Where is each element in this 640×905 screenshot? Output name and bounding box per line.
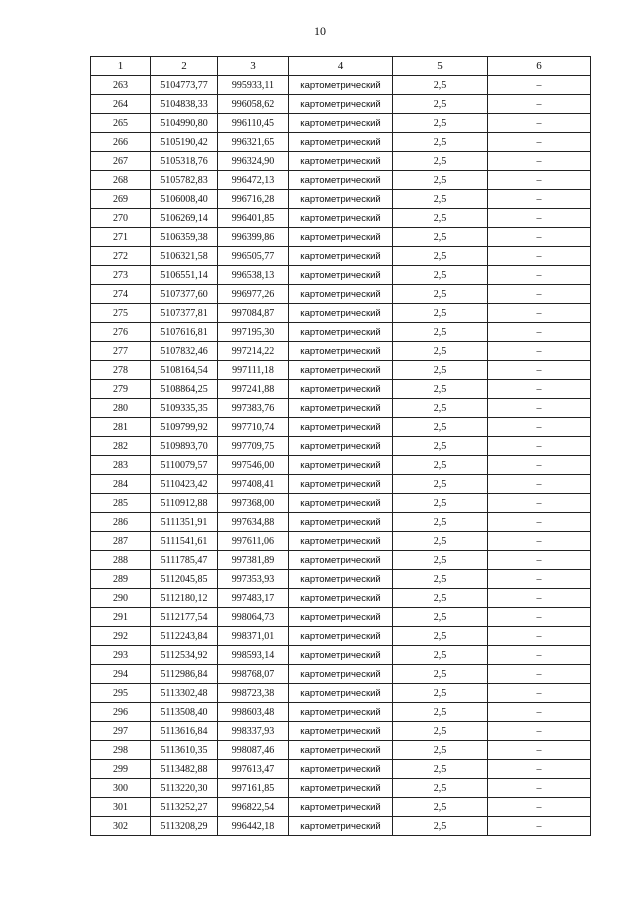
note-cell: – xyxy=(488,608,591,627)
y-coordinate-cell: 996399,86 xyxy=(218,228,289,247)
point-number-cell: 269 xyxy=(91,190,151,209)
point-number-cell: 297 xyxy=(91,722,151,741)
note-cell: – xyxy=(488,304,591,323)
x-coordinate-cell: 5110912,88 xyxy=(151,494,218,513)
accuracy-cell: 2,5 xyxy=(393,171,488,190)
y-coordinate-cell: 996977,26 xyxy=(218,285,289,304)
x-coordinate-cell: 5113610,35 xyxy=(151,741,218,760)
note-cell: – xyxy=(488,532,591,551)
method-cell: картометрический xyxy=(289,152,393,171)
y-coordinate-cell: 996716,28 xyxy=(218,190,289,209)
note-cell: – xyxy=(488,399,591,418)
column-header-6: 6 xyxy=(488,57,591,76)
accuracy-cell: 2,5 xyxy=(393,437,488,456)
point-number-cell: 298 xyxy=(91,741,151,760)
table-row xyxy=(91,114,591,133)
point-number-cell: 292 xyxy=(91,627,151,646)
x-coordinate-cell: 5112177,54 xyxy=(151,608,218,627)
accuracy-cell: 2,5 xyxy=(393,323,488,342)
table-row xyxy=(91,285,591,304)
x-coordinate-cell: 5107377,60 xyxy=(151,285,218,304)
method-cell: картометрический xyxy=(289,380,393,399)
y-coordinate-cell: 996058,62 xyxy=(218,95,289,114)
x-coordinate-cell: 5109799,92 xyxy=(151,418,218,437)
method-cell: картометрический xyxy=(289,627,393,646)
point-number-cell: 279 xyxy=(91,380,151,399)
point-number-cell: 300 xyxy=(91,779,151,798)
y-coordinate-cell: 998603,48 xyxy=(218,703,289,722)
table-row xyxy=(91,608,591,627)
y-coordinate-cell: 996472,13 xyxy=(218,171,289,190)
column-header-4: 4 xyxy=(289,57,393,76)
note-cell: – xyxy=(488,703,591,722)
method-cell: картометрический xyxy=(289,684,393,703)
point-number-cell: 283 xyxy=(91,456,151,475)
note-cell: – xyxy=(488,494,591,513)
x-coordinate-cell: 5111351,91 xyxy=(151,513,218,532)
method-cell: картометрический xyxy=(289,399,393,418)
note-cell: – xyxy=(488,266,591,285)
note-cell: – xyxy=(488,285,591,304)
y-coordinate-cell: 996442,18 xyxy=(218,817,289,836)
accuracy-cell: 2,5 xyxy=(393,475,488,494)
method-cell: картометрический xyxy=(289,418,393,437)
table-row xyxy=(91,684,591,703)
note-cell: – xyxy=(488,76,591,95)
method-cell: картометрический xyxy=(289,532,393,551)
x-coordinate-cell: 5105318,76 xyxy=(151,152,218,171)
accuracy-cell: 2,5 xyxy=(393,95,488,114)
x-coordinate-cell: 5111541,61 xyxy=(151,532,218,551)
table-row xyxy=(91,342,591,361)
point-number-cell: 266 xyxy=(91,133,151,152)
point-number-cell: 277 xyxy=(91,342,151,361)
method-cell: картометрический xyxy=(289,475,393,494)
y-coordinate-cell: 998337,93 xyxy=(218,722,289,741)
y-coordinate-cell: 996538,13 xyxy=(218,266,289,285)
x-coordinate-cell: 5113508,40 xyxy=(151,703,218,722)
point-number-cell: 288 xyxy=(91,551,151,570)
y-coordinate-cell: 998064,73 xyxy=(218,608,289,627)
x-coordinate-cell: 5110079,57 xyxy=(151,456,218,475)
header-row xyxy=(91,57,591,76)
x-coordinate-cell: 5107832,46 xyxy=(151,342,218,361)
table-row xyxy=(91,513,591,532)
table-row xyxy=(91,209,591,228)
note-cell: – xyxy=(488,380,591,399)
accuracy-cell: 2,5 xyxy=(393,266,488,285)
note-cell: – xyxy=(488,361,591,380)
method-cell: картометрический xyxy=(289,95,393,114)
accuracy-cell: 2,5 xyxy=(393,304,488,323)
accuracy-cell: 2,5 xyxy=(393,76,488,95)
point-number-cell: 291 xyxy=(91,608,151,627)
point-number-cell: 294 xyxy=(91,665,151,684)
point-number-cell: 285 xyxy=(91,494,151,513)
accuracy-cell: 2,5 xyxy=(393,779,488,798)
point-number-cell: 271 xyxy=(91,228,151,247)
note-cell: – xyxy=(488,228,591,247)
x-coordinate-cell: 5110423,42 xyxy=(151,475,218,494)
x-coordinate-cell: 5113252,27 xyxy=(151,798,218,817)
table-row xyxy=(91,323,591,342)
y-coordinate-cell: 996822,54 xyxy=(218,798,289,817)
note-cell: – xyxy=(488,190,591,209)
accuracy-cell: 2,5 xyxy=(393,589,488,608)
y-coordinate-cell: 997084,87 xyxy=(218,304,289,323)
y-coordinate-cell: 996401,85 xyxy=(218,209,289,228)
accuracy-cell: 2,5 xyxy=(393,133,488,152)
x-coordinate-cell: 5106008,40 xyxy=(151,190,218,209)
accuracy-cell: 2,5 xyxy=(393,114,488,133)
note-cell: – xyxy=(488,627,591,646)
table-row xyxy=(91,456,591,475)
accuracy-cell: 2,5 xyxy=(393,342,488,361)
table-row xyxy=(91,570,591,589)
method-cell: картометрический xyxy=(289,779,393,798)
method-cell: картометрический xyxy=(289,304,393,323)
x-coordinate-cell: 5108164,54 xyxy=(151,361,218,380)
method-cell: картометрический xyxy=(289,190,393,209)
accuracy-cell: 2,5 xyxy=(393,152,488,171)
point-number-cell: 293 xyxy=(91,646,151,665)
point-number-cell: 280 xyxy=(91,399,151,418)
note-cell: – xyxy=(488,95,591,114)
method-cell: картометрический xyxy=(289,76,393,95)
table-row xyxy=(91,779,591,798)
table-row xyxy=(91,475,591,494)
accuracy-cell: 2,5 xyxy=(393,627,488,646)
note-cell: – xyxy=(488,342,591,361)
column-header-3: 3 xyxy=(218,57,289,76)
accuracy-cell: 2,5 xyxy=(393,570,488,589)
x-coordinate-cell: 5107377,81 xyxy=(151,304,218,323)
accuracy-cell: 2,5 xyxy=(393,760,488,779)
note-cell: – xyxy=(488,570,591,589)
table-row xyxy=(91,703,591,722)
note-cell: – xyxy=(488,741,591,760)
table-body xyxy=(91,76,591,836)
y-coordinate-cell: 997613,47 xyxy=(218,760,289,779)
x-coordinate-cell: 5109893,70 xyxy=(151,437,218,456)
y-coordinate-cell: 997214,22 xyxy=(218,342,289,361)
note-cell: – xyxy=(488,456,591,475)
y-coordinate-cell: 996110,45 xyxy=(218,114,289,133)
table-row xyxy=(91,532,591,551)
y-coordinate-cell: 997483,17 xyxy=(218,589,289,608)
note-cell: – xyxy=(488,722,591,741)
table-row xyxy=(91,228,591,247)
point-number-cell: 270 xyxy=(91,209,151,228)
note-cell: – xyxy=(488,133,591,152)
note-cell: – xyxy=(488,437,591,456)
y-coordinate-cell: 997611,06 xyxy=(218,532,289,551)
accuracy-cell: 2,5 xyxy=(393,494,488,513)
table-row xyxy=(91,171,591,190)
note-cell: – xyxy=(488,798,591,817)
point-number-cell: 295 xyxy=(91,684,151,703)
accuracy-cell: 2,5 xyxy=(393,399,488,418)
note-cell: – xyxy=(488,760,591,779)
column-header-5: 5 xyxy=(393,57,488,76)
point-number-cell: 282 xyxy=(91,437,151,456)
point-number-cell: 275 xyxy=(91,304,151,323)
point-number-cell: 299 xyxy=(91,760,151,779)
table-header xyxy=(91,57,591,76)
y-coordinate-cell: 997353,93 xyxy=(218,570,289,589)
y-coordinate-cell: 996505,77 xyxy=(218,247,289,266)
point-number-cell: 301 xyxy=(91,798,151,817)
accuracy-cell: 2,5 xyxy=(393,380,488,399)
method-cell: картометрический xyxy=(289,760,393,779)
point-number-cell: 296 xyxy=(91,703,151,722)
accuracy-cell: 2,5 xyxy=(393,418,488,437)
method-cell: картометрический xyxy=(289,513,393,532)
point-number-cell: 267 xyxy=(91,152,151,171)
column-header-1: 1 xyxy=(91,57,151,76)
column-header-2: 2 xyxy=(151,57,218,76)
accuracy-cell: 2,5 xyxy=(393,722,488,741)
method-cell: картометрический xyxy=(289,551,393,570)
accuracy-cell: 2,5 xyxy=(393,285,488,304)
method-cell: картометрический xyxy=(289,342,393,361)
x-coordinate-cell: 5104990,80 xyxy=(151,114,218,133)
x-coordinate-cell: 5113302,48 xyxy=(151,684,218,703)
table-row xyxy=(91,266,591,285)
method-cell: картометрический xyxy=(289,361,393,380)
accuracy-cell: 2,5 xyxy=(393,456,488,475)
point-number-cell: 274 xyxy=(91,285,151,304)
table-row xyxy=(91,437,591,456)
y-coordinate-cell: 997546,00 xyxy=(218,456,289,475)
table-row xyxy=(91,722,591,741)
point-number-cell: 286 xyxy=(91,513,151,532)
point-number-cell: 290 xyxy=(91,589,151,608)
table-row xyxy=(91,380,591,399)
y-coordinate-cell: 995933,11 xyxy=(218,76,289,95)
accuracy-cell: 2,5 xyxy=(393,684,488,703)
point-number-cell: 302 xyxy=(91,817,151,836)
y-coordinate-cell: 998371,01 xyxy=(218,627,289,646)
method-cell: картометрический xyxy=(289,608,393,627)
x-coordinate-cell: 5112243,84 xyxy=(151,627,218,646)
accuracy-cell: 2,5 xyxy=(393,228,488,247)
x-coordinate-cell: 5112534,92 xyxy=(151,646,218,665)
method-cell: картометрический xyxy=(289,570,393,589)
table-row xyxy=(91,304,591,323)
method-cell: картометрический xyxy=(289,171,393,190)
table-row xyxy=(91,247,591,266)
method-cell: картометрический xyxy=(289,798,393,817)
table-row xyxy=(91,361,591,380)
x-coordinate-cell: 5112986,84 xyxy=(151,665,218,684)
method-cell: картометрический xyxy=(289,589,393,608)
method-cell: картометрический xyxy=(289,247,393,266)
table-row xyxy=(91,646,591,665)
note-cell: – xyxy=(488,247,591,266)
method-cell: картометрический xyxy=(289,703,393,722)
point-number-cell: 273 xyxy=(91,266,151,285)
accuracy-cell: 2,5 xyxy=(393,190,488,209)
table-row xyxy=(91,798,591,817)
note-cell: – xyxy=(488,323,591,342)
table-row xyxy=(91,551,591,570)
accuracy-cell: 2,5 xyxy=(393,361,488,380)
x-coordinate-cell: 5113208,29 xyxy=(151,817,218,836)
table-row xyxy=(91,95,591,114)
note-cell: – xyxy=(488,513,591,532)
x-coordinate-cell: 5113220,30 xyxy=(151,779,218,798)
accuracy-cell: 2,5 xyxy=(393,665,488,684)
y-coordinate-cell: 997195,30 xyxy=(218,323,289,342)
method-cell: картометрический xyxy=(289,494,393,513)
x-coordinate-cell: 5112180,12 xyxy=(151,589,218,608)
accuracy-cell: 2,5 xyxy=(393,513,488,532)
note-cell: – xyxy=(488,551,591,570)
point-number-cell: 281 xyxy=(91,418,151,437)
method-cell: картометрический xyxy=(289,722,393,741)
y-coordinate-cell: 997161,85 xyxy=(218,779,289,798)
y-coordinate-cell: 997709,75 xyxy=(218,437,289,456)
table-row xyxy=(91,665,591,684)
y-coordinate-cell: 998593,14 xyxy=(218,646,289,665)
table-row xyxy=(91,817,591,836)
y-coordinate-cell: 998087,46 xyxy=(218,741,289,760)
note-cell: – xyxy=(488,418,591,437)
table-row xyxy=(91,399,591,418)
table-row xyxy=(91,589,591,608)
accuracy-cell: 2,5 xyxy=(393,608,488,627)
method-cell: картометрический xyxy=(289,114,393,133)
x-coordinate-cell: 5113482,88 xyxy=(151,760,218,779)
page-number: 10 xyxy=(314,24,326,38)
x-coordinate-cell: 5106359,38 xyxy=(151,228,218,247)
method-cell: картометрический xyxy=(289,285,393,304)
x-coordinate-cell: 5112045,85 xyxy=(151,570,218,589)
table-row xyxy=(91,418,591,437)
method-cell: картометрический xyxy=(289,323,393,342)
x-coordinate-cell: 5106269,14 xyxy=(151,209,218,228)
accuracy-cell: 2,5 xyxy=(393,703,488,722)
point-number-cell: 264 xyxy=(91,95,151,114)
method-cell: картометрический xyxy=(289,437,393,456)
y-coordinate-cell: 997381,89 xyxy=(218,551,289,570)
note-cell: – xyxy=(488,209,591,228)
y-coordinate-cell: 997383,76 xyxy=(218,399,289,418)
accuracy-cell: 2,5 xyxy=(393,551,488,570)
y-coordinate-cell: 998723,38 xyxy=(218,684,289,703)
method-cell: картометрический xyxy=(289,266,393,285)
accuracy-cell: 2,5 xyxy=(393,646,488,665)
y-coordinate-cell: 997111,18 xyxy=(218,361,289,380)
x-coordinate-cell: 5111785,47 xyxy=(151,551,218,570)
method-cell: картометрический xyxy=(289,228,393,247)
method-cell: картометрический xyxy=(289,665,393,684)
note-cell: – xyxy=(488,665,591,684)
method-cell: картометрический xyxy=(289,456,393,475)
x-coordinate-cell: 5104838,33 xyxy=(151,95,218,114)
note-cell: – xyxy=(488,475,591,494)
note-cell: – xyxy=(488,152,591,171)
y-coordinate-cell: 997634,88 xyxy=(218,513,289,532)
table-row xyxy=(91,627,591,646)
x-coordinate-cell: 5109335,35 xyxy=(151,399,218,418)
note-cell: – xyxy=(488,779,591,798)
method-cell: картометрический xyxy=(289,646,393,665)
point-number-cell: 284 xyxy=(91,475,151,494)
point-number-cell: 268 xyxy=(91,171,151,190)
table-row xyxy=(91,76,591,95)
y-coordinate-cell: 997368,00 xyxy=(218,494,289,513)
accuracy-cell: 2,5 xyxy=(393,247,488,266)
note-cell: – xyxy=(488,171,591,190)
y-coordinate-cell: 997710,74 xyxy=(218,418,289,437)
accuracy-cell: 2,5 xyxy=(393,209,488,228)
y-coordinate-cell: 996321,65 xyxy=(218,133,289,152)
table-row xyxy=(91,494,591,513)
x-coordinate-cell: 5106551,14 xyxy=(151,266,218,285)
y-coordinate-cell: 997408,41 xyxy=(218,475,289,494)
note-cell: – xyxy=(488,817,591,836)
x-coordinate-cell: 5105782,83 xyxy=(151,171,218,190)
coordinates-table xyxy=(90,56,591,836)
point-number-cell: 276 xyxy=(91,323,151,342)
x-coordinate-cell: 5106321,58 xyxy=(151,247,218,266)
x-coordinate-cell: 5113616,84 xyxy=(151,722,218,741)
x-coordinate-cell: 5108864,25 xyxy=(151,380,218,399)
method-cell: картометрический xyxy=(289,817,393,836)
point-number-cell: 278 xyxy=(91,361,151,380)
accuracy-cell: 2,5 xyxy=(393,817,488,836)
table-row xyxy=(91,152,591,171)
table-row xyxy=(91,133,591,152)
x-coordinate-cell: 5105190,42 xyxy=(151,133,218,152)
accuracy-cell: 2,5 xyxy=(393,798,488,817)
table-row xyxy=(91,741,591,760)
table-row xyxy=(91,760,591,779)
point-number-cell: 265 xyxy=(91,114,151,133)
method-cell: картометрический xyxy=(289,209,393,228)
point-number-cell: 287 xyxy=(91,532,151,551)
y-coordinate-cell: 997241,88 xyxy=(218,380,289,399)
table-row xyxy=(91,190,591,209)
point-number-cell: 272 xyxy=(91,247,151,266)
y-coordinate-cell: 996324,90 xyxy=(218,152,289,171)
note-cell: – xyxy=(488,589,591,608)
accuracy-cell: 2,5 xyxy=(393,741,488,760)
method-cell: картометрический xyxy=(289,741,393,760)
x-coordinate-cell: 5107616,81 xyxy=(151,323,218,342)
x-coordinate-cell: 5104773,77 xyxy=(151,76,218,95)
note-cell: – xyxy=(488,646,591,665)
method-cell: картометрический xyxy=(289,133,393,152)
accuracy-cell: 2,5 xyxy=(393,532,488,551)
note-cell: – xyxy=(488,114,591,133)
note-cell: – xyxy=(488,684,591,703)
y-coordinate-cell: 998768,07 xyxy=(218,665,289,684)
point-number-cell: 263 xyxy=(91,76,151,95)
point-number-cell: 289 xyxy=(91,570,151,589)
